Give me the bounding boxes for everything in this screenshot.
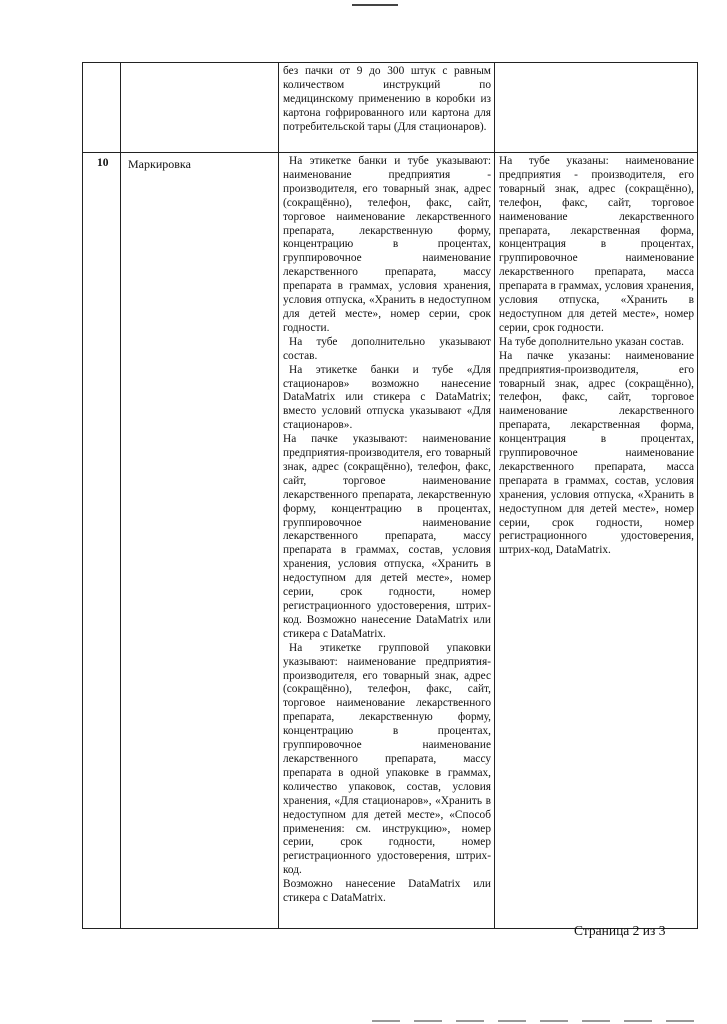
table-row [83, 63, 698, 153]
row-number-cell [83, 63, 121, 153]
actual-cell [495, 153, 698, 929]
paragraph: На тубе дополнительно указан состав. [499, 335, 684, 348]
actual-cell [495, 63, 698, 153]
paragraph: На этикетке банки и тубе «Для стационаров» возможно нанесение DataMatrix или стикера с DataMatrix; вместо условий отпуска указывают «Для стационаров». [283, 363, 491, 432]
scan-mark [352, 4, 398, 6]
paragraph: Возможно нанесение DataMatrix или стикера с DataMatrix. [283, 878, 491, 905]
paragraph: На тубе дополнительно указывают состав. [283, 335, 491, 362]
paragraph: На пачке указаны: наименование предприятия-производителя, его товарный знак, адрес (сокращённо), телефон, факс, сайт, торговое наименование лекарственного препарата, лекарственная форма, концентрация в процентах, группировочное наименование лекарственного препарата, масса препарата в граммах, состав, условия хранения, условия отпуска, «Хранить в недоступном для детей месте», номер серии, срок годности, номер регистрационного удостоверения, штрих-код, DataMatrix. [499, 349, 694, 557]
paragraph: На этикетке банки и тубе указывают: наименование предприятия - производителя, его товарный знак, адрес (сокращённо), телефон, факс, сайт, торговое наименование лекарственного препарата, лекарственную форму, концентрацию в процентах, группировочное наименование лекарственного препарата, массу препарата в граммах, условия хранения, условия отпуска, «Хранить в недоступном для детей месте», номер серии, срок годности. [283, 155, 491, 334]
requirement-cell [279, 63, 495, 153]
requirement-text: без пачки от 9 до 300 штук с равным количеством инструкций по медицинскому применению в коробки из картона гофрированного или картона для потребительской тары (Для стационаров). [283, 65, 491, 133]
requirement-cell [279, 153, 495, 929]
row-name-cell [121, 63, 279, 153]
paragraph: На пачке указывают: наименование предприятия-производителя, его товарный знак, адрес (сокращённо), телефон, факс, сайт, торговое наименование лекарственного препарата, лекарственную форму, концентрацию в процентах, группировочное наименование лекарственного препарата, массу препарата в граммах, состав, условия хранения, условия отпуска, «Хранить в недоступном для детей месте», номер серии, срок годности, номер регистрационного удостоверения, штрих-код. Возможно нанесение DataMatrix или стикера с DataMatrix. [283, 433, 491, 640]
page-number: Страница 2 из 3 [574, 923, 666, 938]
table-row-marking [83, 153, 698, 929]
row-name-cell: Маркировка [121, 153, 279, 929]
paragraph: На тубе указаны: наименование предприятия - производителя, его товарный знак, адрес (сокращённо), телефон, факс, сайт, торговое наименование лекарственного препарата, лекарственная форма, концентрация в процентах, группировочное наименование лекарственного препарата, масса препарата в граммах, условия хранения, условия отпуска, «Хранить в недоступном для детей месте», номер серии, срок годности. [499, 155, 694, 334]
row-number-cell: 10 [83, 153, 121, 929]
scan-edge-marks [372, 1020, 702, 1022]
specification-table [82, 62, 698, 929]
paragraph: На этикетке групповой упаковки указывают: наименование предприятия-производителя, его товарный знак, адрес (сокращённо), телефон, факс, сайт, торговое наименование лекарственного препарата, лекарственную форму, концентрацию в процентах, группировочное наименование лекарственного препарата, массу препарата в одной упаковке в граммах, количество упаковок, состав, условия хранения, «Для стационаров», «Хранить в недоступном для детей месте», «Способ применения: см. инструкцию», номер серии, срок годности, номер регистрационного удостоверения, штрих-код. [283, 641, 491, 877]
